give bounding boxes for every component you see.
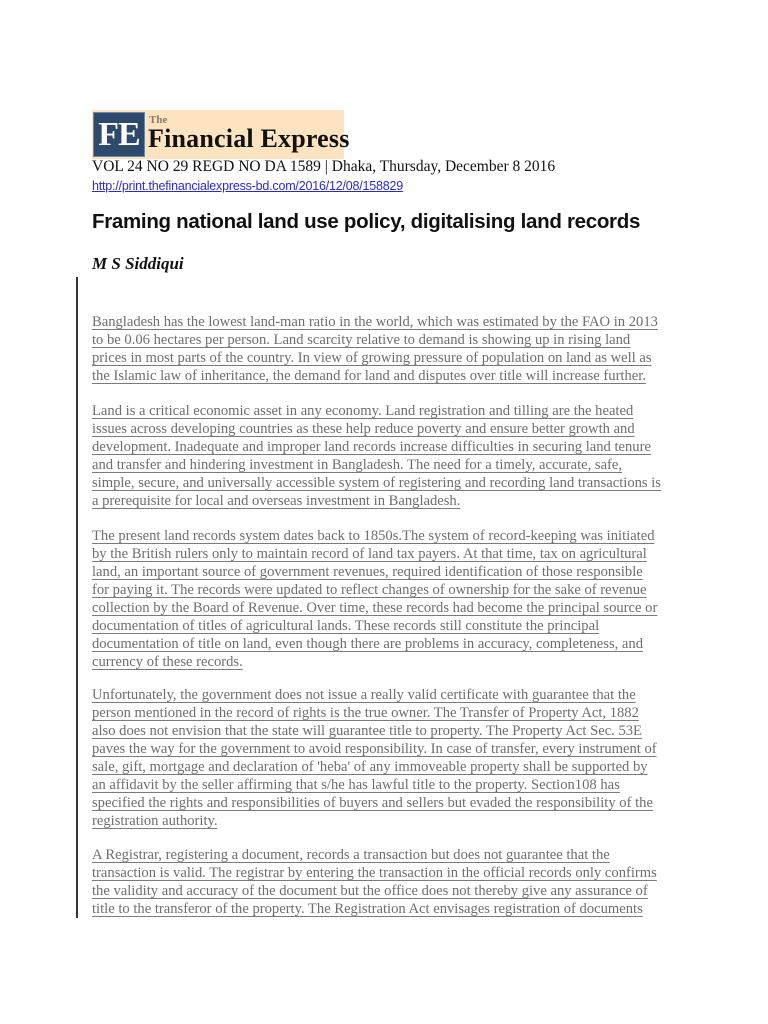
text-line: land, an important source of government revenues, required identification of those responsible: [92, 564, 643, 580]
text-line: development. Inadequate and improper land records increase difficulties in securing land tenure: [92, 439, 651, 455]
text-line: paves the way for the government to avoid responsibility. In case of transfer, every instrument of: [92, 741, 657, 757]
text-line: A Registrar, registering a document, records a transaction but does not guarantee that the: [92, 847, 610, 863]
text-line: also does not envision that the state will guarantee title to property. The Property Act Sec. 53E: [92, 723, 642, 739]
text-line: registration authority.: [92, 813, 218, 829]
text-line: transaction is valid. The registrar by entering the transaction in the official records only confirms: [92, 865, 657, 881]
article-author: M S Siddiqui: [92, 254, 184, 273]
logo-wordmark: [145, 110, 350, 159]
text-line: The present land records system dates back to 1850s.The system of record-keeping was initiated: [92, 528, 655, 544]
text-line: Land is a critical economic asset in any economy. Land registration and tilling are the heated: [92, 403, 634, 419]
text-line: specified the rights and responsibilities of buyers and sellers but evaded the responsibility of the: [92, 795, 653, 811]
text-line: simple, secure, and universally accessible system of registering and recording land transactions is: [92, 475, 661, 491]
paragraph-2: [92, 402, 692, 510]
text-line: by the British rulers only to maintain record of land tax payers. At that time, tax on agricultural: [92, 546, 647, 562]
fe-logo-mark: FE: [93, 112, 145, 157]
text-line: a prerequisite for local and overseas investment in Bangladesh.: [92, 493, 461, 509]
text-line: Unfortunately, the government does not issue a really valid certificate with guarantee that the: [92, 687, 636, 703]
text-line: person mentioned in the record of rights is the true owner. The Transfer of Property Act, 1882: [92, 705, 639, 721]
text-line: issues across developing countries as these help reduce poverty and ensure better growth and: [92, 421, 635, 437]
text-line: title to the transferor of the property. The Registration Act envisages registration of documents: [92, 901, 643, 917]
text-line: sale, gift, mortgage and declaration of 'heba' of any immoveable property shall be supported by: [92, 759, 648, 775]
text-line: currency of these records.: [92, 654, 243, 670]
text-line: and transfer and hindering investment in Bangladesh. The need for a timely, accurate, safe,: [92, 457, 623, 473]
paragraph-4: [92, 686, 692, 830]
article-title: Framing national land use policy, digitalising land records: [92, 210, 641, 233]
paragraph-5: [92, 846, 692, 918]
text-line: collection by the Board of Revenue. Over time, these records had become the principal source or: [92, 600, 658, 616]
text-line: documentation of titles of agricultural lands. These records still constitute the principal: [92, 618, 600, 634]
logo-the-text: The: [149, 114, 168, 126]
paragraph-1: [92, 313, 692, 385]
text-line: the validity and accuracy of the document but the office does not thereby give any assurance of: [92, 883, 648, 899]
issue-info-line: VOL 24 NO 29 REGD NO DA 1589 | Dhaka, Thursday, December 8 2016: [92, 158, 556, 175]
paragraph-3: [92, 527, 692, 671]
masthead-logo: [92, 110, 350, 159]
text-line: for paying it. The records were updated to reflect changes of ownership for the sake of revenue: [92, 582, 647, 598]
text-line: prices in most parts of the country. In view of growing pressure of population on land as well as: [92, 350, 652, 366]
text-line: an affidavit by the seller affirming that s/he has lawful title to the property. Section108 has: [92, 777, 620, 793]
change-bar: [76, 277, 78, 918]
logo-publication-name: Financial Express: [148, 124, 350, 153]
text-line: documentation of title on land, even though there are problems in accuracy, completeness, and: [92, 636, 643, 652]
text-line: the Islamic law of inheritance, the demand for land and disputes over title will increase further.: [92, 368, 646, 384]
text-line: Bangladesh has the lowest land-man ratio in the world, which was estimated by the FAO in 2013: [92, 314, 658, 330]
text-line: to be 0.06 hectares per person. Land scarcity relative to demand is showing up in rising land: [92, 332, 631, 348]
article-url-link[interactable]: http://print.thefinancialexpress-bd.com/2016/12/08/158829: [92, 179, 404, 193]
